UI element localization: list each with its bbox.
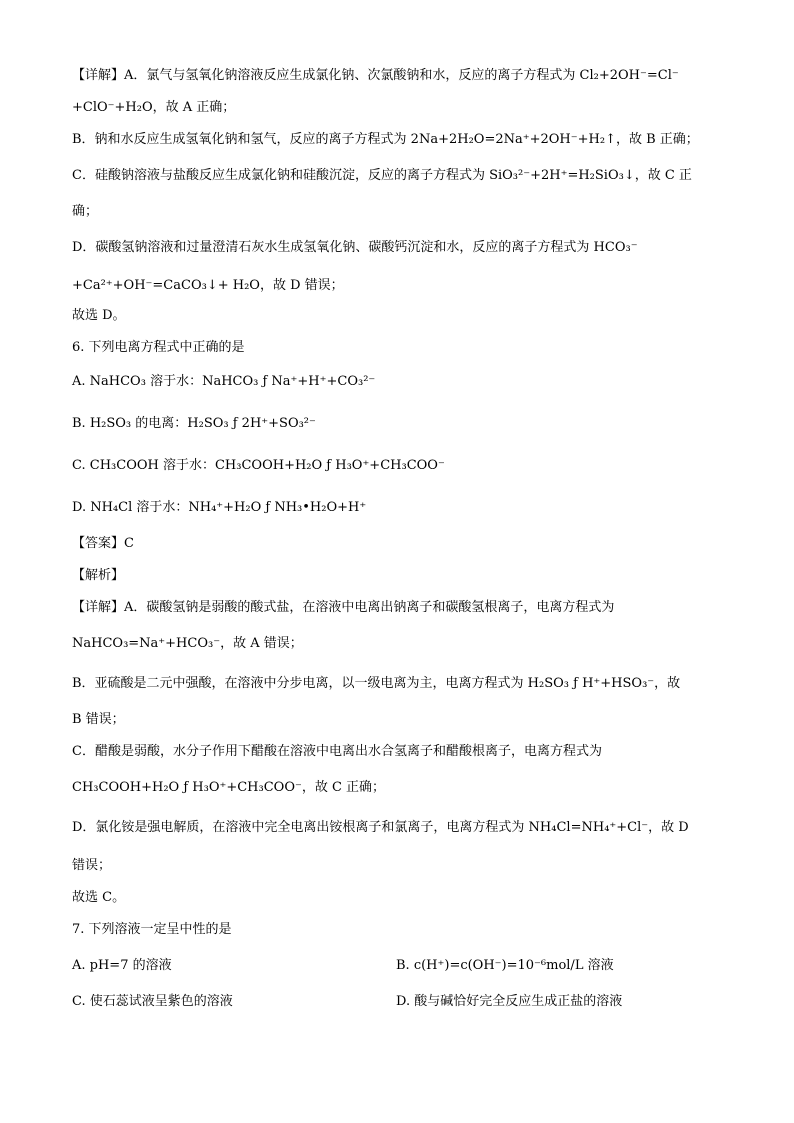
text-line: C．硅酸钠溶液与盐酸反应生成氯化钠和硅酸沉淀，反应的离子方程式为 SiO₃²⁻+2H⁺=H₂SiO₃↓，故 C 正 — [72, 168, 692, 183]
text-line: 【详解】A．氯气与氢氧化钠溶液反应生成氯化钠、次氯酸钠和水，反应的离子方程式为 Cl₂+2OH⁻=Cl⁻ — [72, 68, 679, 83]
text-line: +ClO⁻+H₂O，故 A 正确； — [72, 100, 236, 115]
text-line: +Ca²⁺+OH⁻=CaCO₃↓+ H₂O，故 D 错误； — [72, 278, 344, 293]
question-7-option-a: A. pH=7 的溶液 — [72, 958, 172, 973]
text-line: NaHCO₃=Na⁺+HCO₃⁻，故 A 错误； — [72, 636, 303, 651]
text-line: B．钠和水反应生成氢氧化钠和氢气，反应的离子方程式为 2Na+2H₂O=2Na⁺+2OH⁻+H₂↑，故 B 正确； — [72, 132, 699, 147]
question-7-option-b: B. c(H⁺)=c(OH⁻)=10⁻⁶mol/L 溶液 — [396, 958, 614, 973]
question-6-option-a: A. NaHCO₃ 溶于水：NaHCO₃ ƒ Na⁺+H⁺+CO₃²⁻ — [72, 374, 376, 389]
question-7-option-d: D. 酸与碱恰好完全反应生成正盐的溶液 — [396, 994, 623, 1009]
answer-label: 【答案】C — [72, 536, 134, 551]
text-line: D．碳酸氢钠溶液和过量澄清石灰水生成氢氧化钠、碳酸钙沉淀和水，反应的离子方程式为 HCO₃⁻ — [72, 240, 638, 255]
text-line: CH₃COOH+H₂O ƒ H₃O⁺+CH₃COO⁻，故 C 正确； — [72, 780, 386, 795]
question-6-option-d: D. NH₄Cl 溶于水：NH₄⁺+H₂O ƒ NH₃•H₂O+H⁺ — [72, 500, 367, 515]
text-line: 【详解】A．碳酸氢钠是弱酸的酸式盐，在溶液中电离出钠离子和碳酸氢根离子，电离方程式为 — [72, 600, 615, 615]
text-line: C．醋酸是弱酸，水分子作用下醋酸在溶液中电离出水合氢离子和醋酸根离子，电离方程式为 — [72, 744, 602, 759]
text-line: 故选 D。 — [72, 308, 126, 323]
text-line: D．氯化铵是强电解质，在溶液中完全电离出铵根离子和氯离子，电离方程式为 NH₄Cl=NH₄⁺+Cl⁻，故 D — [72, 820, 689, 835]
analysis-label: 【解析】 — [72, 568, 125, 583]
text-line: 确； — [72, 204, 99, 219]
question-6-option-b: B. H₂SO₃ 的电离：H₂SO₃ ƒ 2H⁺+SO₃²⁻ — [72, 416, 316, 431]
text-line: 故选 C。 — [72, 890, 126, 905]
text-line: B．亚硫酸是二元中强酸，在溶液中分步电离，以一级电离为主，电离方程式为 H₂SO₃ ƒ H⁺+HSO₃⁻，故 — [72, 676, 681, 691]
text-line: B 错误； — [72, 712, 125, 727]
question-7-stem: 7. 下列溶液一定呈中性的是 — [72, 922, 232, 937]
question-7-option-c: C. 使石蕊试液呈紫色的溶液 — [72, 994, 233, 1009]
text-line: 错误； — [72, 858, 112, 873]
question-6-stem: 6. 下列电离方程式中正确的是 — [72, 340, 245, 355]
question-6-option-c: C. CH₃COOH 溶于水：CH₃COOH+H₂O ƒ H₃O⁺+CH₃COO⁻ — [72, 458, 445, 473]
